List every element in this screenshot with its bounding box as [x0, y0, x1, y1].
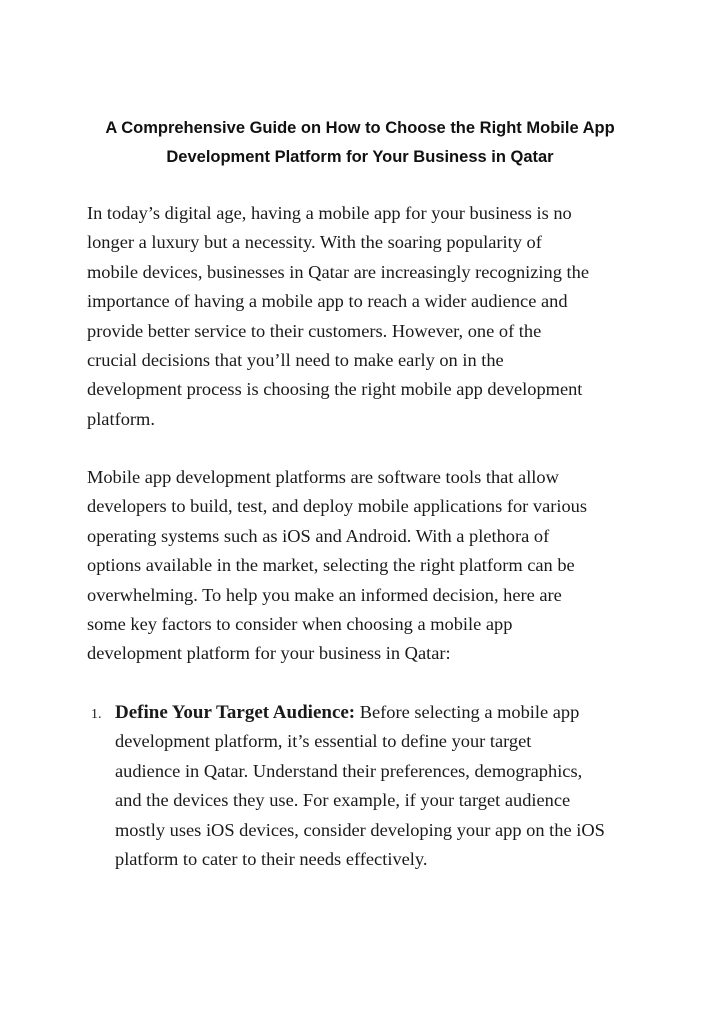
- paragraph-line: importance of having a mobile app to reach a wider audience and: [87, 291, 568, 312]
- list-item-text: Before selecting a mobile app: [355, 702, 580, 722]
- title-line-1: A Comprehensive Guide on How to Choose the Right Mobile App: [105, 119, 615, 137]
- paragraph-line: options available in the market, selecting the right platform can be: [87, 555, 575, 576]
- paragraph-line: operating systems such as iOS and Android. With a plethora of: [87, 525, 550, 546]
- factors-list: [87, 698, 657, 874]
- platforms-paragraph: [87, 463, 657, 669]
- paragraph-line: mobile devices, businesses in Qatar are increasingly recognizing the: [87, 261, 589, 282]
- list-item-line: mostly uses iOS devices, consider developing your app on the iOS: [115, 819, 605, 840]
- list-item-heading: Define Your Target Audience:: [115, 702, 356, 723]
- list-item-number: 1.: [91, 707, 102, 722]
- paragraph-line: crucial decisions that you’ll need to make early on in the: [87, 350, 504, 371]
- intro-paragraph: [87, 199, 657, 434]
- list-item-line: audience in Qatar. Understand their preferences, demographics,: [115, 760, 583, 781]
- paragraph-line: development process is choosing the right mobile app development: [87, 379, 583, 400]
- paragraph-line: In today’s digital age, having a mobile app for your business is no: [87, 203, 572, 223]
- paragraph-line: Mobile app development platforms are software tools that allow: [87, 467, 559, 487]
- paragraph-line: longer a luxury but a necessity. With the soaring popularity of: [87, 232, 542, 253]
- paragraph-line: platform.: [87, 408, 155, 429]
- list-item-line: development platform, it’s essential to define your target: [115, 731, 532, 752]
- list-item: [87, 698, 657, 874]
- title-line-2: Development Platform for Your Business in Qatar: [166, 148, 554, 166]
- document-title: [60, 114, 660, 172]
- list-item-line: platform to cater to their needs effectively.: [115, 849, 428, 870]
- paragraph-line: some key factors to consider when choosing a mobile app: [87, 614, 513, 635]
- list-item-line: and the devices they use. For example, if your target audience: [115, 790, 571, 811]
- paragraph-line: provide better service to their customers. However, one of the: [87, 320, 542, 341]
- paragraph-line: developers to build, test, and deploy mobile applications for various: [87, 496, 588, 517]
- paragraph-line: overwhelming. To help you make an informed decision, here are: [87, 584, 562, 605]
- paragraph-line: development platform for your business in Qatar:: [87, 643, 451, 664]
